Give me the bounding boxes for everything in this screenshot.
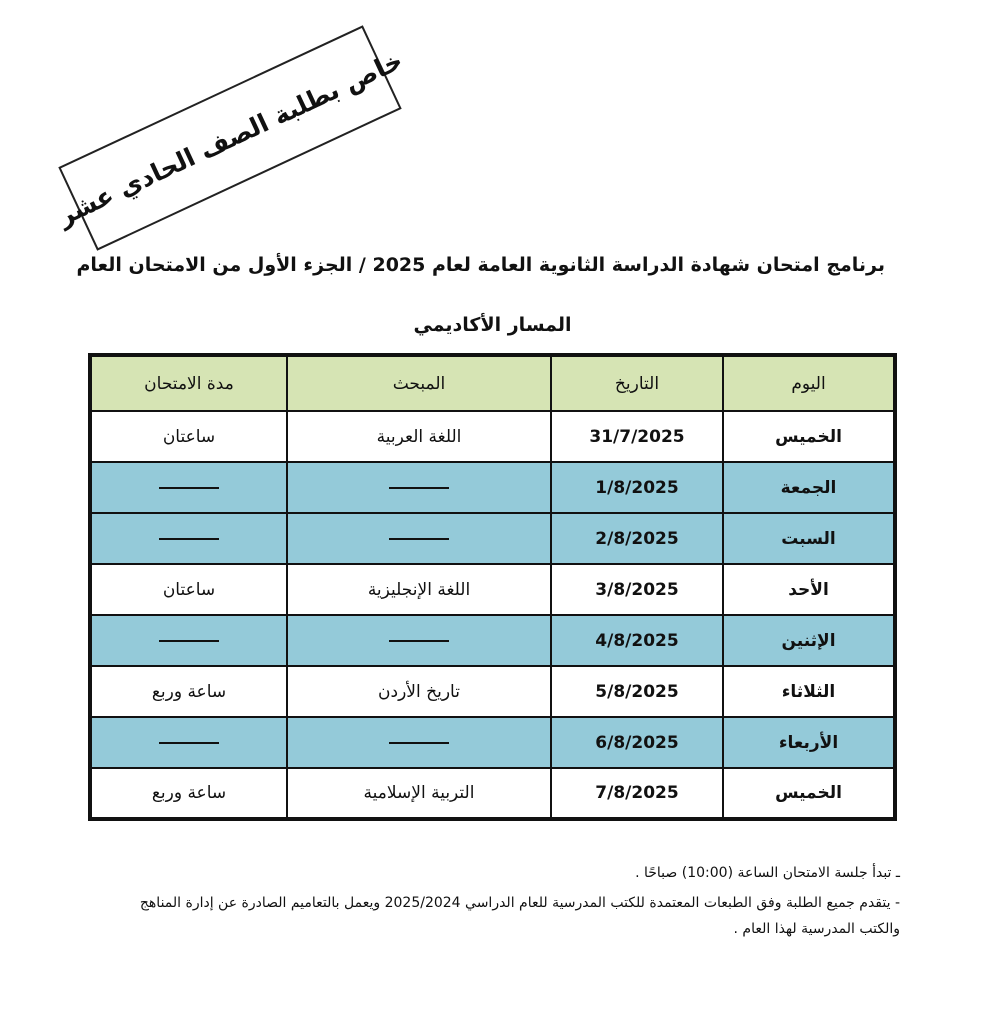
page-title: برنامج امتحان شهادة الدراسة الثانوية العامة لعام 2025 / الجزء الأول من الامتحان العام — [76, 254, 885, 276]
table-row — [90, 411, 895, 462]
cell-date: 1/8/2025 — [551, 462, 723, 513]
cell-day: الأربعاء — [723, 717, 895, 768]
cell-day: الإثنين — [723, 615, 895, 666]
note-item: - يتقدم جميع الطلبة وفق الطبعات المعتمدة للكتب المدرسية للعام الدراسي 2025/2024 ويعمل بالتعاميم الصادرة عن إدارة المناهج والكتب المدرسية لهذا العام . — [139, 895, 900, 937]
empty-dash — [159, 487, 219, 489]
empty-dash — [389, 640, 449, 642]
exam-schedule-table — [88, 353, 897, 821]
empty-dash — [159, 742, 219, 744]
cell-subject: التربية الإسلامية — [287, 768, 551, 819]
cell-duration: ساعتان — [90, 411, 287, 462]
cell-duration: ساعتان — [90, 564, 287, 615]
cell-date: 7/8/2025 — [551, 768, 723, 819]
cell-subject — [287, 513, 551, 564]
table-row — [90, 513, 895, 564]
header-subject: المبحث — [287, 355, 551, 411]
header-day: اليوم — [723, 355, 895, 411]
cell-duration: ساعة وربع — [90, 768, 287, 819]
table-header-row — [90, 355, 895, 411]
header-date: التاريخ — [551, 355, 723, 411]
cell-date: 4/8/2025 — [551, 615, 723, 666]
cell-subject: تاريخ الأردن — [287, 666, 551, 717]
cell-date: 6/8/2025 — [551, 717, 723, 768]
cell-day: الأحد — [723, 564, 895, 615]
cell-day: الجمعة — [723, 462, 895, 513]
cell-subject: اللغة العربية — [287, 411, 551, 462]
cell-duration: ساعة وربع — [90, 666, 287, 717]
cell-duration — [90, 462, 287, 513]
table-row — [90, 666, 895, 717]
empty-dash — [159, 538, 219, 540]
page-subtitle: المسار الأكاديمي — [413, 314, 572, 336]
table-row — [90, 768, 895, 819]
empty-dash — [389, 487, 449, 489]
cell-day: الخميس — [723, 411, 895, 462]
cell-duration — [90, 513, 287, 564]
cell-date: 31/7/2025 — [551, 411, 723, 462]
cell-subject — [287, 717, 551, 768]
cell-subject — [287, 615, 551, 666]
empty-dash — [389, 538, 449, 540]
cell-subject: اللغة الإنجليزية — [287, 564, 551, 615]
table-row — [90, 717, 895, 768]
cell-subject — [287, 462, 551, 513]
stamp-box — [53, 25, 407, 250]
cell-duration — [90, 615, 287, 666]
cell-day: السبت — [723, 513, 895, 564]
cell-date: 5/8/2025 — [551, 666, 723, 717]
table-row — [90, 462, 895, 513]
cell-date: 2/8/2025 — [551, 513, 723, 564]
table-row — [90, 564, 895, 615]
cell-date: 3/8/2025 — [551, 564, 723, 615]
header-duration: مدة الامتحان — [90, 355, 287, 411]
note-item: ـ تبدأ جلسة الامتحان الساعة (10:00) صباحًا . — [635, 865, 900, 881]
cell-duration — [90, 717, 287, 768]
cell-day: الثلاثاء — [723, 666, 895, 717]
empty-dash — [159, 640, 219, 642]
table-row — [90, 615, 895, 666]
table-body — [90, 411, 895, 819]
stamp-text: خاص بطلبة الصف الحادي عشر — [53, 45, 407, 231]
empty-dash — [389, 742, 449, 744]
notes-section — [110, 860, 900, 946]
cell-day: الخميس — [723, 768, 895, 819]
